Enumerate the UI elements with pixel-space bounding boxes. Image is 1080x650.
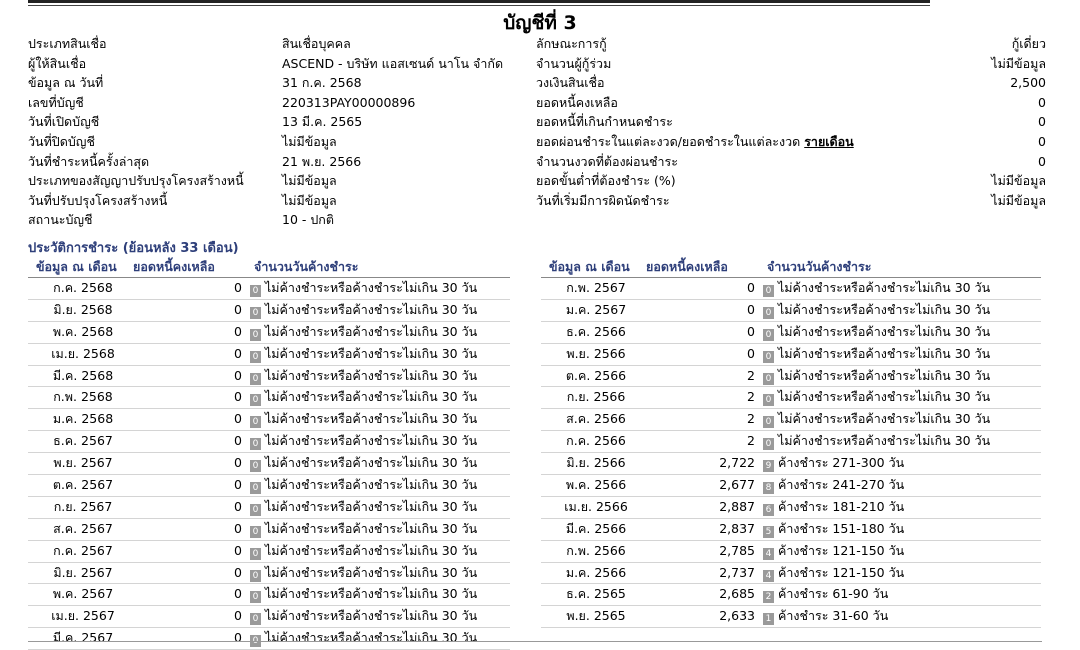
status-text: ไม่ค้างชำระหรือค้างชำระไม่เกิน 30 วัน xyxy=(265,498,478,514)
history-row xyxy=(541,475,1041,497)
history-status xyxy=(250,475,477,496)
history-status xyxy=(250,431,477,452)
info-value: 10 - ปกติ xyxy=(282,212,334,228)
history-row xyxy=(541,606,1041,628)
status-text: ไม่ค้างชำระหรือค้างชำระไม่เกิน 30 วัน xyxy=(265,280,478,295)
header-status: จำนวนวันค้างชำระ xyxy=(254,259,359,274)
info-value: 220313PAY00000896 xyxy=(282,94,416,110)
status-code-badge: 0 xyxy=(250,570,261,582)
info-label-right: จำนวนงวดที่ต้องผ่อนชำระ xyxy=(536,153,678,169)
status-code-badge: 0 xyxy=(250,394,261,406)
status-code-badge: 0 xyxy=(250,526,261,538)
history-balance: 0 xyxy=(747,301,755,317)
history-status xyxy=(763,541,904,562)
history-month: มี.ค. 2566 xyxy=(565,520,627,536)
history-month: ธ.ค. 2565 xyxy=(566,586,626,602)
history-balance: 0 xyxy=(234,301,242,317)
history-month: มิ.ย. 2567 xyxy=(53,564,113,580)
history-status xyxy=(250,563,477,584)
header-month: ข้อมูล ณ เดือน xyxy=(36,259,117,274)
history-row xyxy=(28,475,510,497)
status-text: ค้างชำระ 241-270 วัน xyxy=(778,477,905,493)
info-value: ไม่มีข้อมูล xyxy=(282,133,337,149)
history-status xyxy=(763,366,990,387)
status-code-badge: 0 xyxy=(763,351,774,363)
history-balance: 2 xyxy=(747,389,755,405)
status-code-badge: 0 xyxy=(250,416,261,428)
info-row xyxy=(28,54,1046,74)
history-balance: 0 xyxy=(234,542,242,558)
history-row xyxy=(541,519,1041,541)
status-text: ไม่ค้างชำระหรือค้างชำระไม่เกิน 30 วัน xyxy=(265,586,478,602)
history-balance: 0 xyxy=(234,280,242,295)
history-status xyxy=(763,344,990,365)
info-value-right: ไม่มีข้อมูล xyxy=(991,55,1046,71)
history-status xyxy=(763,475,904,496)
status-text: ค้างชำระ 31-60 วัน xyxy=(778,608,889,624)
history-status xyxy=(250,584,477,605)
status-code-badge: 0 xyxy=(763,373,774,385)
status-code-badge: 8 xyxy=(763,482,774,494)
history-status xyxy=(763,584,888,605)
status-code-badge: 0 xyxy=(250,504,261,516)
history-month: ธ.ค. 2566 xyxy=(566,323,626,339)
history-row xyxy=(541,541,1041,563)
history-row xyxy=(541,278,1041,300)
status-text: ไม่ค้างชำระหรือค้างชำระไม่เกิน 30 วัน xyxy=(778,411,991,427)
history-row xyxy=(541,366,1041,388)
installment-frequency-link[interactable]: รายเดือน xyxy=(804,133,854,149)
header-balance: ยอดหนี้คงเหลือ xyxy=(133,259,215,274)
info-row xyxy=(28,112,1046,132)
history-status xyxy=(763,497,904,518)
history-status xyxy=(763,431,990,452)
history-table-header xyxy=(541,257,1041,278)
history-balance: 0 xyxy=(234,455,242,471)
history-status xyxy=(763,563,904,584)
history-month: ก.ย. 2566 xyxy=(566,389,626,405)
bottom-rule xyxy=(28,641,1042,642)
info-row xyxy=(28,34,1046,54)
history-balance: 2,685 xyxy=(719,586,755,602)
info-value-right: 0 xyxy=(1038,94,1046,110)
history-status xyxy=(250,519,477,540)
status-text: ค้างชำระ 121-150 วัน xyxy=(778,564,905,580)
info-row xyxy=(28,93,1046,113)
status-text: ไม่ค้างชำระหรือค้างชำระไม่เกิน 30 วัน xyxy=(265,323,478,339)
status-code-badge: 0 xyxy=(763,329,774,341)
history-row xyxy=(28,387,510,409)
history-balance: 0 xyxy=(234,389,242,405)
history-row xyxy=(28,606,510,628)
history-balance: 0 xyxy=(747,345,755,361)
history-month: ส.ค. 2567 xyxy=(53,520,113,536)
status-text: ค้างชำระ 121-150 วัน xyxy=(778,542,905,558)
info-label-right: ลักษณะการกู้ xyxy=(536,36,607,51)
info-value: ไม่มีข้อมูล xyxy=(282,192,337,208)
status-code-badge: 0 xyxy=(250,373,261,385)
info-value-right: กู้เดี่ยว xyxy=(1011,36,1046,51)
history-row xyxy=(541,322,1041,344)
history-month: พ.ย. 2565 xyxy=(566,608,626,624)
history-row xyxy=(28,519,510,541)
info-label: ประเภทสินเชื่อ xyxy=(28,36,107,51)
info-value-right: 2,500 xyxy=(1010,75,1046,91)
status-code-badge: 2 xyxy=(763,591,774,603)
account-info-section xyxy=(28,34,1046,230)
history-row xyxy=(541,344,1041,366)
history-row xyxy=(541,387,1041,409)
info-value-right: 0 xyxy=(1038,133,1046,149)
status-code-badge: 0 xyxy=(250,351,261,363)
status-code-badge: 0 xyxy=(250,482,261,494)
info-value-right: ไม่มีข้อมูล xyxy=(991,173,1046,189)
history-status xyxy=(250,300,477,321)
top-rule xyxy=(28,0,930,3)
history-month: ธ.ค. 2567 xyxy=(53,433,113,449)
history-balance: 0 xyxy=(234,323,242,339)
account-title: บัญชีที่ 3 xyxy=(503,12,577,34)
history-status xyxy=(763,606,888,627)
status-text: ไม่ค้างชำระหรือค้างชำระไม่เกิน 30 วัน xyxy=(778,280,991,295)
history-month: มี.ค. 2568 xyxy=(52,367,114,383)
status-code-badge: 0 xyxy=(763,285,774,297)
history-month: ก.พ. 2566 xyxy=(566,542,626,558)
status-text: ไม่ค้างชำระหรือค้างชำระไม่เกิน 30 วัน xyxy=(265,389,478,405)
info-label-right: วันที่เริ่มมีการผิดนัดชำระ xyxy=(536,192,670,208)
status-code-badge: 0 xyxy=(250,548,261,560)
history-row xyxy=(28,431,510,453)
status-code-badge: 0 xyxy=(250,635,261,647)
history-row xyxy=(541,584,1041,606)
header-balance: ยอดหนี้คงเหลือ xyxy=(646,259,728,274)
status-text: ไม่ค้างชำระหรือค้างชำระไม่เกิน 30 วัน xyxy=(265,455,478,471)
history-balance: 0 xyxy=(234,367,242,383)
history-balance: 0 xyxy=(234,586,242,602)
history-balance: 0 xyxy=(234,564,242,580)
info-value: 31 ก.ค. 2568 xyxy=(282,75,362,91)
history-balance: 0 xyxy=(234,477,242,493)
status-text: ไม่ค้างชำระหรือค้างชำระไม่เกิน 30 วัน xyxy=(265,477,478,493)
status-code-badge: 0 xyxy=(250,438,261,450)
history-row xyxy=(541,409,1041,431)
history-month: ต.ค. 2567 xyxy=(52,477,114,493)
history-balance: 0 xyxy=(234,411,242,427)
history-row xyxy=(541,300,1041,322)
status-text: ไม่ค้างชำระหรือค้างชำระไม่เกิน 30 วัน xyxy=(265,542,478,558)
history-table-header xyxy=(28,257,510,278)
history-month: ก.ค. 2567 xyxy=(53,542,113,558)
history-status xyxy=(250,322,477,343)
status-text: ค้างชำระ 151-180 วัน xyxy=(778,520,905,536)
history-status xyxy=(763,387,990,408)
history-balance: 0 xyxy=(234,520,242,536)
status-text: ค้างชำระ 181-210 วัน xyxy=(778,498,905,514)
history-balance: 2,633 xyxy=(719,608,755,624)
history-status xyxy=(250,387,477,408)
status-code-badge: 4 xyxy=(763,570,774,582)
history-balance: 0 xyxy=(234,498,242,514)
info-value-right: 0 xyxy=(1038,114,1046,130)
top-rule-thin xyxy=(28,5,930,6)
status-code-badge: 0 xyxy=(763,307,774,319)
history-month: มิ.ย. 2568 xyxy=(53,301,113,317)
history-row xyxy=(28,344,510,366)
info-value: ASCEND - บริษัท แอสเซนด์ นาโน จำกัด xyxy=(282,55,504,71)
history-status xyxy=(763,453,904,474)
history-status xyxy=(763,300,990,321)
header-status: จำนวนวันค้างชำระ xyxy=(767,259,872,274)
info-label: เลขที่บัญชี xyxy=(28,94,84,110)
history-status xyxy=(250,606,477,627)
history-row xyxy=(28,322,510,344)
history-balance: 0 xyxy=(234,345,242,361)
history-month: ม.ค. 2566 xyxy=(565,564,627,580)
history-month: ก.พ. 2568 xyxy=(53,389,113,405)
status-text: ไม่ค้างชำระหรือค้างชำระไม่เกิน 30 วัน xyxy=(778,367,991,383)
history-month: ก.ค. 2568 xyxy=(53,280,113,295)
history-balance: 2,785 xyxy=(719,542,755,558)
info-label-right: ยอดหนี้ที่เกินกำหนดชำระ xyxy=(536,114,673,130)
history-balance: 2,837 xyxy=(719,520,755,536)
info-label: ผู้ให้สินเชื่อ xyxy=(28,55,87,71)
history-status xyxy=(250,497,477,518)
status-code-badge: 0 xyxy=(250,613,261,625)
history-month: ม.ค. 2567 xyxy=(565,301,627,317)
info-row xyxy=(28,210,1046,230)
info-row xyxy=(28,191,1046,211)
history-row xyxy=(541,497,1041,519)
info-label: วันที่ชำระหนี้ครั้งล่าสุด xyxy=(28,153,150,169)
history-balance: 2,887 xyxy=(719,498,755,514)
info-row xyxy=(28,171,1046,191)
history-balance: 2 xyxy=(747,367,755,383)
info-label: วันที่เปิดบัญชี xyxy=(28,114,100,130)
history-row xyxy=(28,497,510,519)
status-text: ไม่ค้างชำระหรือค้างชำระไม่เกิน 30 วัน xyxy=(265,411,478,427)
history-row xyxy=(541,453,1041,475)
status-text: ไม่ค้างชำระหรือค้างชำระไม่เกิน 30 วัน xyxy=(265,630,478,646)
history-status xyxy=(250,344,477,365)
info-row xyxy=(28,152,1046,172)
history-balance: 2,737 xyxy=(719,564,755,580)
history-status xyxy=(763,322,990,343)
info-label-right: ยอดหนี้คงเหลือ xyxy=(536,94,618,110)
status-code-badge: 0 xyxy=(763,394,774,406)
history-row xyxy=(28,628,510,650)
status-text: ไม่ค้างชำระหรือค้างชำระไม่เกิน 30 วัน xyxy=(265,433,478,449)
info-value: สินเชื่อบุคคล xyxy=(282,36,351,51)
status-code-badge: 0 xyxy=(763,438,774,450)
history-row xyxy=(541,563,1041,585)
history-month: เม.ย. 2568 xyxy=(51,345,115,361)
info-label-right: ยอดขั้นต่ำที่ต้องชำระ (%) xyxy=(536,173,676,189)
history-status xyxy=(250,366,477,387)
info-row xyxy=(28,132,1046,152)
history-month: มิ.ย. 2566 xyxy=(566,455,626,471)
status-text: ไม่ค้างชำระหรือค้างชำระไม่เกิน 30 วัน xyxy=(778,345,991,361)
history-month: ต.ค. 2566 xyxy=(565,367,627,383)
history-month: พ.ค. 2566 xyxy=(565,477,627,493)
history-status xyxy=(763,519,904,540)
history-row xyxy=(28,584,510,606)
history-balance: 0 xyxy=(747,323,755,339)
status-code-badge: 0 xyxy=(763,416,774,428)
status-text: ไม่ค้างชำระหรือค้างชำระไม่เกิน 30 วัน xyxy=(265,345,478,361)
history-table-left xyxy=(28,257,510,650)
status-code-badge: 0 xyxy=(250,591,261,603)
status-code-badge: 4 xyxy=(763,548,774,560)
status-text: ไม่ค้างชำระหรือค้างชำระไม่เกิน 30 วัน xyxy=(265,301,478,317)
status-code-badge: 1 xyxy=(763,613,774,625)
history-table-right xyxy=(541,257,1041,628)
history-balance: 2 xyxy=(747,411,755,427)
status-code-badge: 5 xyxy=(763,526,774,538)
info-label: วันที่ปิดบัญชี xyxy=(28,133,95,149)
history-row xyxy=(28,563,510,585)
info-value-right: 0 xyxy=(1038,153,1046,169)
history-balance: 0 xyxy=(234,630,242,646)
history-month: ม.ค. 2568 xyxy=(52,411,114,427)
info-label-right xyxy=(536,132,854,152)
history-row xyxy=(28,366,510,388)
status-text: ไม่ค้างชำระหรือค้างชำระไม่เกิน 30 วัน xyxy=(778,433,991,449)
history-row xyxy=(28,300,510,322)
history-month: พ.ย. 2566 xyxy=(566,345,626,361)
info-label: ข้อมูล ณ วันที่ xyxy=(28,75,104,91)
history-balance: 0 xyxy=(234,608,242,624)
history-month: มี.ค. 2567 xyxy=(52,630,114,646)
history-status xyxy=(250,628,477,649)
status-code-badge: 0 xyxy=(250,329,261,341)
installment-label-text: ยอดผ่อนชำระในแต่ละงวด/ยอดชำระในแต่ละงวด xyxy=(536,133,801,149)
status-text: ไม่ค้างชำระหรือค้างชำระไม่เกิน 30 วัน xyxy=(265,520,478,536)
status-text: ไม่ค้างชำระหรือค้างชำระไม่เกิน 30 วัน xyxy=(265,367,478,383)
info-value-right: ไม่มีข้อมูล xyxy=(991,192,1046,208)
status-text: ไม่ค้างชำระหรือค้างชำระไม่เกิน 30 วัน xyxy=(778,389,991,405)
history-month: ก.พ. 2567 xyxy=(566,280,626,295)
status-text: ไม่ค้างชำระหรือค้างชำระไม่เกิน 30 วัน xyxy=(778,301,991,317)
status-text: ไม่ค้างชำระหรือค้างชำระไม่เกิน 30 วัน xyxy=(265,564,478,580)
status-text: ค้างชำระ 271-300 วัน xyxy=(778,455,905,471)
status-text: ไม่ค้างชำระหรือค้างชำระไม่เกิน 30 วัน xyxy=(265,608,478,624)
history-status xyxy=(250,278,477,299)
history-month: ก.ค. 2566 xyxy=(566,433,626,449)
history-month: พ.ย. 2567 xyxy=(53,455,113,471)
history-balance: 2 xyxy=(747,433,755,449)
info-label: วันที่ปรับปรุงโครงสร้างหนี้ xyxy=(28,192,168,208)
info-row xyxy=(28,73,1046,93)
history-row xyxy=(28,409,510,431)
history-balance: 0 xyxy=(747,280,755,295)
history-balance: 0 xyxy=(234,433,242,449)
history-title: ประวัติการชำระ (ย้อนหลัง 33 เดือน) xyxy=(28,241,239,256)
history-balance: 2,677 xyxy=(719,477,755,493)
history-month: เม.ย. 2567 xyxy=(51,608,115,624)
history-row xyxy=(28,278,510,300)
info-value: 13 มี.ค. 2565 xyxy=(282,114,363,130)
history-month: ก.ย. 2567 xyxy=(53,498,113,514)
history-month: เม.ย. 2566 xyxy=(564,498,628,514)
history-month: พ.ค. 2568 xyxy=(52,323,114,339)
status-code-badge: 0 xyxy=(250,285,261,297)
history-row xyxy=(28,453,510,475)
info-label: สถานะบัญชี xyxy=(28,212,93,228)
header-month: ข้อมูล ณ เดือน xyxy=(549,259,630,274)
history-month: ส.ค. 2566 xyxy=(566,411,626,427)
history-status xyxy=(250,541,477,562)
info-label-right: วงเงินสินเชื่อ xyxy=(536,75,605,91)
status-code-badge: 9 xyxy=(763,460,774,472)
info-value: 21 พ.ย. 2566 xyxy=(282,153,362,169)
status-code-badge: 0 xyxy=(250,460,261,472)
status-code-badge: 6 xyxy=(763,504,774,516)
status-text: ไม่ค้างชำระหรือค้างชำระไม่เกิน 30 วัน xyxy=(778,323,991,339)
history-status xyxy=(763,409,990,430)
status-code-badge: 0 xyxy=(250,307,261,319)
history-balance: 2,722 xyxy=(719,455,755,471)
history-status xyxy=(763,278,990,299)
info-label-right: จำนวนผู้กู้ร่วม xyxy=(536,55,612,71)
info-label: ประเภทของสัญญาปรับปรุงโครงสร้างหนี้ xyxy=(28,173,244,189)
status-text: ค้างชำระ 61-90 วัน xyxy=(778,586,889,602)
history-status xyxy=(250,409,477,430)
history-row xyxy=(28,541,510,563)
info-value: ไม่มีข้อมูล xyxy=(282,173,337,189)
history-row xyxy=(541,431,1041,453)
history-month: พ.ค. 2567 xyxy=(52,586,114,602)
history-status xyxy=(250,453,477,474)
